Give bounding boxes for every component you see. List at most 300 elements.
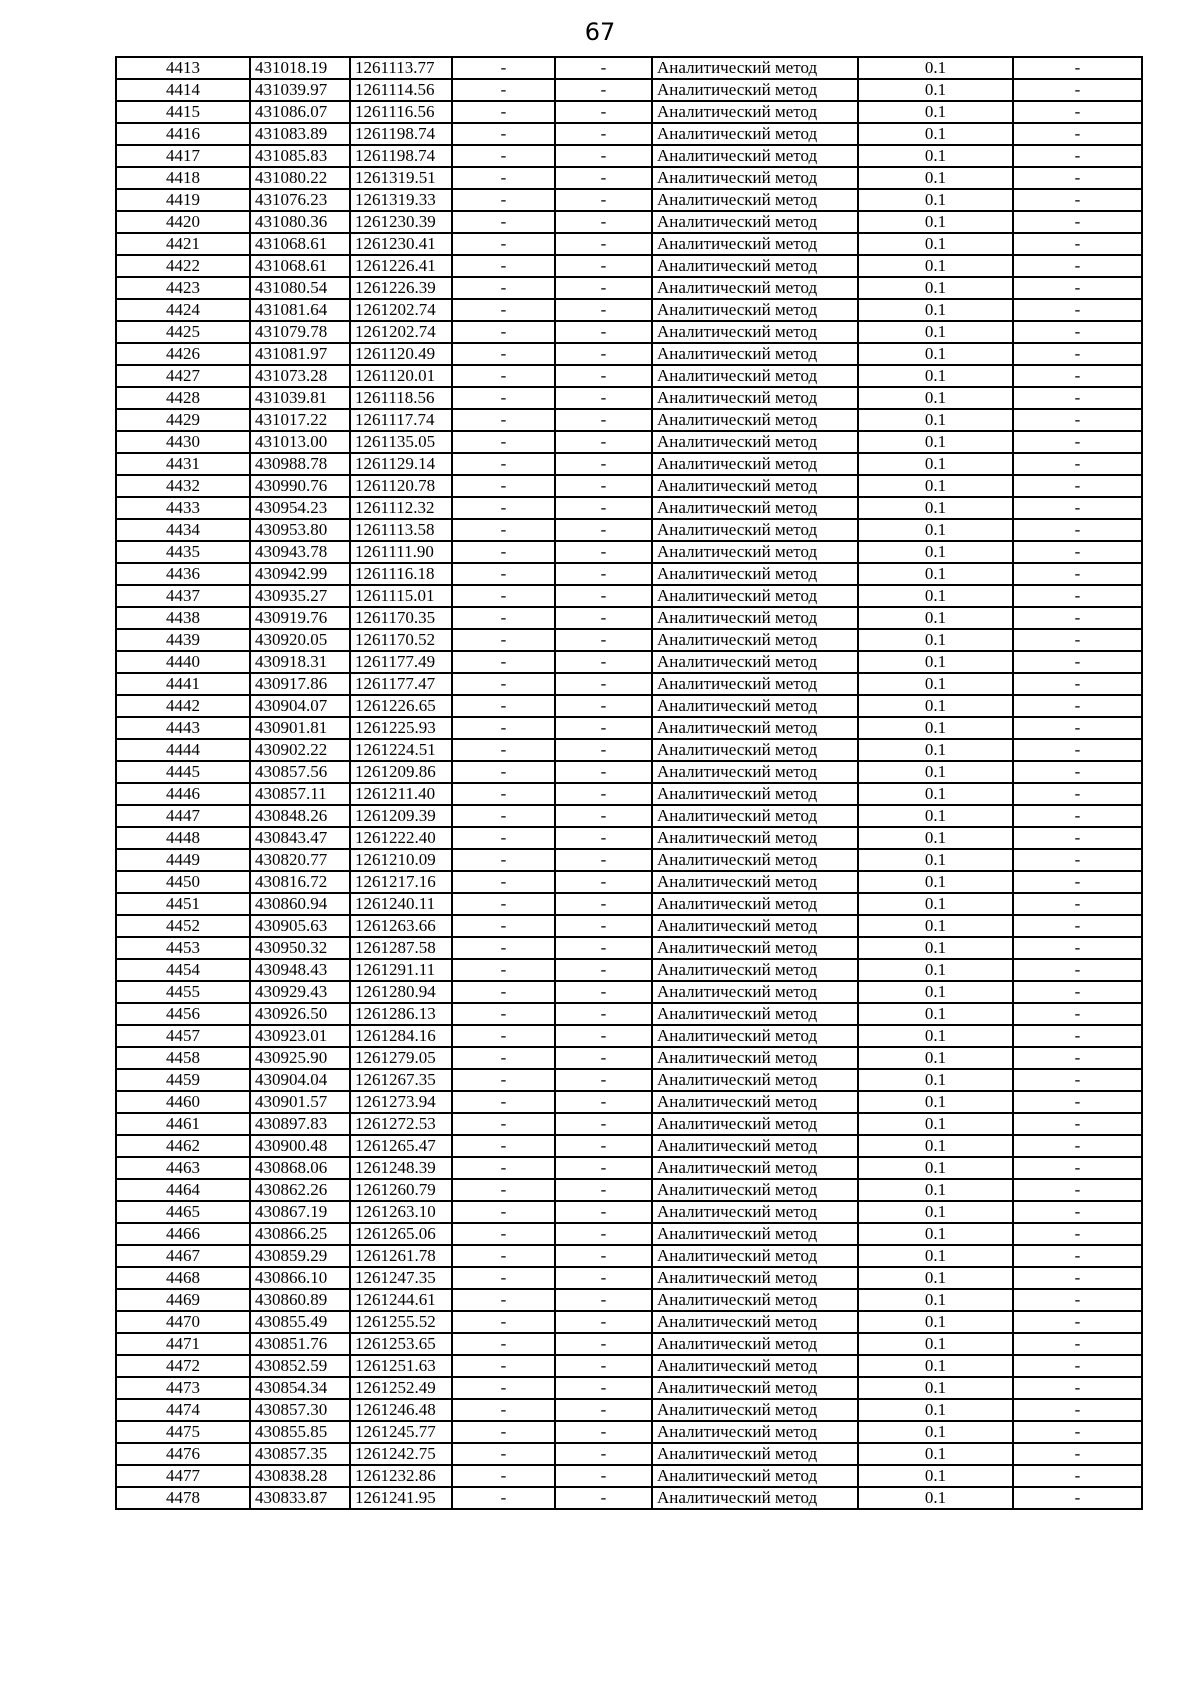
point-number-cell: 4419 xyxy=(116,189,250,211)
x-coordinate-cell: 430866.10 xyxy=(250,1267,350,1289)
x-coordinate-cell: 430852.59 xyxy=(250,1355,350,1377)
dash-cell: - xyxy=(1013,673,1142,695)
precision-cell: 0.1 xyxy=(858,739,1013,761)
point-number-cell: 4474 xyxy=(116,1399,250,1421)
precision-cell: 0.1 xyxy=(858,1245,1013,1267)
method-cell: Аналитический метод xyxy=(652,1091,858,1113)
method-cell: Аналитический метод xyxy=(652,1399,858,1421)
y-coordinate-cell: 1261117.74 xyxy=(350,409,452,431)
dash-cell: - xyxy=(1013,365,1142,387)
dash-cell: - xyxy=(1013,1377,1142,1399)
table-row xyxy=(116,431,1142,453)
x-coordinate-cell: 430902.22 xyxy=(250,739,350,761)
y-coordinate-cell: 1261251.63 xyxy=(350,1355,452,1377)
precision-cell: 0.1 xyxy=(858,563,1013,585)
x-coordinate-cell: 431080.36 xyxy=(250,211,350,233)
x-coordinate-cell: 430929.43 xyxy=(250,981,350,1003)
x-coordinate-cell: 431039.81 xyxy=(250,387,350,409)
dash-cell: - xyxy=(1013,101,1142,123)
dash-cell: - xyxy=(452,827,555,849)
table-row xyxy=(116,717,1142,739)
y-coordinate-cell: 1261202.74 xyxy=(350,321,452,343)
y-coordinate-cell: 1261210.09 xyxy=(350,849,452,871)
dash-cell: - xyxy=(555,1333,652,1355)
x-coordinate-cell: 430905.63 xyxy=(250,915,350,937)
x-coordinate-cell: 430953.80 xyxy=(250,519,350,541)
precision-cell: 0.1 xyxy=(858,409,1013,431)
dash-cell: - xyxy=(1013,211,1142,233)
point-number-cell: 4464 xyxy=(116,1179,250,1201)
dash-cell: - xyxy=(1013,1069,1142,1091)
x-coordinate-cell: 431083.89 xyxy=(250,123,350,145)
method-cell: Аналитический метод xyxy=(652,871,858,893)
dash-cell: - xyxy=(555,915,652,937)
dash-cell: - xyxy=(1013,497,1142,519)
y-coordinate-cell: 1261253.65 xyxy=(350,1333,452,1355)
method-cell: Аналитический метод xyxy=(652,893,858,915)
dash-cell: - xyxy=(452,1245,555,1267)
precision-cell: 0.1 xyxy=(858,1201,1013,1223)
dash-cell: - xyxy=(1013,277,1142,299)
dash-cell: - xyxy=(1013,255,1142,277)
point-number-cell: 4454 xyxy=(116,959,250,981)
precision-cell: 0.1 xyxy=(858,1355,1013,1377)
dash-cell: - xyxy=(555,211,652,233)
point-number-cell: 4425 xyxy=(116,321,250,343)
table-row xyxy=(116,255,1142,277)
table-row xyxy=(116,1179,1142,1201)
method-cell: Аналитический метод xyxy=(652,321,858,343)
table-row xyxy=(116,1443,1142,1465)
y-coordinate-cell: 1261242.75 xyxy=(350,1443,452,1465)
table-row xyxy=(116,1157,1142,1179)
table-row xyxy=(116,409,1142,431)
y-coordinate-cell: 1261247.35 xyxy=(350,1267,452,1289)
point-number-cell: 4472 xyxy=(116,1355,250,1377)
point-number-cell: 4436 xyxy=(116,563,250,585)
dash-cell: - xyxy=(452,717,555,739)
dash-cell: - xyxy=(555,1135,652,1157)
y-coordinate-cell: 1261241.95 xyxy=(350,1487,452,1509)
dash-cell: - xyxy=(452,563,555,585)
dash-cell: - xyxy=(452,959,555,981)
x-coordinate-cell: 430868.06 xyxy=(250,1157,350,1179)
dash-cell: - xyxy=(1013,871,1142,893)
dash-cell: - xyxy=(452,57,555,79)
dash-cell: - xyxy=(452,409,555,431)
dash-cell: - xyxy=(555,937,652,959)
method-cell: Аналитический метод xyxy=(652,1377,858,1399)
dash-cell: - xyxy=(1013,1047,1142,1069)
method-cell: Аналитический метод xyxy=(652,1245,858,1267)
precision-cell: 0.1 xyxy=(858,299,1013,321)
point-number-cell: 4439 xyxy=(116,629,250,651)
precision-cell: 0.1 xyxy=(858,695,1013,717)
y-coordinate-cell: 1261287.58 xyxy=(350,937,452,959)
dash-cell: - xyxy=(1013,79,1142,101)
dash-cell: - xyxy=(452,981,555,1003)
table-row xyxy=(116,211,1142,233)
dash-cell: - xyxy=(452,1069,555,1091)
dash-cell: - xyxy=(452,871,555,893)
dash-cell: - xyxy=(555,607,652,629)
dash-cell: - xyxy=(1013,1091,1142,1113)
dash-cell: - xyxy=(452,255,555,277)
dash-cell: - xyxy=(452,453,555,475)
dash-cell: - xyxy=(452,145,555,167)
x-coordinate-cell: 431068.61 xyxy=(250,255,350,277)
precision-cell: 0.1 xyxy=(858,959,1013,981)
dash-cell: - xyxy=(1013,321,1142,343)
point-number-cell: 4471 xyxy=(116,1333,250,1355)
table-row xyxy=(116,915,1142,937)
method-cell: Аналитический метод xyxy=(652,827,858,849)
dash-cell: - xyxy=(555,1355,652,1377)
point-number-cell: 4420 xyxy=(116,211,250,233)
y-coordinate-cell: 1261252.49 xyxy=(350,1377,452,1399)
dash-cell: - xyxy=(452,321,555,343)
dash-cell: - xyxy=(555,1465,652,1487)
method-cell: Аналитический метод xyxy=(652,387,858,409)
y-coordinate-cell: 1261286.13 xyxy=(350,1003,452,1025)
dash-cell: - xyxy=(452,849,555,871)
dash-cell: - xyxy=(555,299,652,321)
y-coordinate-cell: 1261265.06 xyxy=(350,1223,452,1245)
table-row xyxy=(116,101,1142,123)
table-row xyxy=(116,849,1142,871)
method-cell: Аналитический метод xyxy=(652,1289,858,1311)
point-number-cell: 4462 xyxy=(116,1135,250,1157)
y-coordinate-cell: 1261202.74 xyxy=(350,299,452,321)
dash-cell: - xyxy=(555,145,652,167)
dash-cell: - xyxy=(452,1223,555,1245)
dash-cell: - xyxy=(555,563,652,585)
dash-cell: - xyxy=(1013,475,1142,497)
dash-cell: - xyxy=(452,1157,555,1179)
table-row xyxy=(116,299,1142,321)
precision-cell: 0.1 xyxy=(858,189,1013,211)
y-coordinate-cell: 1261113.77 xyxy=(350,57,452,79)
dash-cell: - xyxy=(1013,585,1142,607)
x-coordinate-cell: 430925.90 xyxy=(250,1047,350,1069)
x-coordinate-cell: 430855.49 xyxy=(250,1311,350,1333)
precision-cell: 0.1 xyxy=(858,937,1013,959)
dash-cell: - xyxy=(555,1157,652,1179)
precision-cell: 0.1 xyxy=(858,1135,1013,1157)
method-cell: Аналитический метод xyxy=(652,739,858,761)
method-cell: Аналитический метод xyxy=(652,431,858,453)
precision-cell: 0.1 xyxy=(858,167,1013,189)
dash-cell: - xyxy=(452,1047,555,1069)
table-row xyxy=(116,607,1142,629)
x-coordinate-cell: 431081.64 xyxy=(250,299,350,321)
dash-cell: - xyxy=(452,893,555,915)
y-coordinate-cell: 1261230.39 xyxy=(350,211,452,233)
dash-cell: - xyxy=(1013,1355,1142,1377)
dash-cell: - xyxy=(452,1377,555,1399)
method-cell: Аналитический метод xyxy=(652,123,858,145)
dash-cell: - xyxy=(452,541,555,563)
x-coordinate-cell: 431076.23 xyxy=(250,189,350,211)
x-coordinate-cell: 430990.76 xyxy=(250,475,350,497)
dash-cell: - xyxy=(1013,453,1142,475)
method-cell: Аналитический метод xyxy=(652,1487,858,1509)
dash-cell: - xyxy=(555,519,652,541)
table-row xyxy=(116,233,1142,255)
dash-cell: - xyxy=(1013,1223,1142,1245)
x-coordinate-cell: 430897.83 xyxy=(250,1113,350,1135)
precision-cell: 0.1 xyxy=(858,57,1013,79)
precision-cell: 0.1 xyxy=(858,1465,1013,1487)
x-coordinate-cell: 430942.99 xyxy=(250,563,350,585)
method-cell: Аналитический метод xyxy=(652,1465,858,1487)
x-coordinate-cell: 431039.97 xyxy=(250,79,350,101)
precision-cell: 0.1 xyxy=(858,981,1013,1003)
dash-cell: - xyxy=(1013,651,1142,673)
point-number-cell: 4477 xyxy=(116,1465,250,1487)
x-coordinate-cell: 431080.22 xyxy=(250,167,350,189)
dash-cell: - xyxy=(555,497,652,519)
dash-cell: - xyxy=(452,343,555,365)
dash-cell: - xyxy=(555,453,652,475)
y-coordinate-cell: 1261255.52 xyxy=(350,1311,452,1333)
point-number-cell: 4417 xyxy=(116,145,250,167)
point-number-cell: 4430 xyxy=(116,431,250,453)
table-row xyxy=(116,783,1142,805)
dash-cell: - xyxy=(1013,167,1142,189)
x-coordinate-cell: 430988.78 xyxy=(250,453,350,475)
x-coordinate-cell: 430917.86 xyxy=(250,673,350,695)
table-row xyxy=(116,1201,1142,1223)
x-coordinate-cell: 430901.81 xyxy=(250,717,350,739)
dash-cell: - xyxy=(1013,849,1142,871)
dash-cell: - xyxy=(555,101,652,123)
dash-cell: - xyxy=(452,1333,555,1355)
method-cell: Аналитический метод xyxy=(652,541,858,563)
y-coordinate-cell: 1261265.47 xyxy=(350,1135,452,1157)
dash-cell: - xyxy=(1013,783,1142,805)
method-cell: Аналитический метод xyxy=(652,695,858,717)
table-row xyxy=(116,387,1142,409)
method-cell: Аналитический метод xyxy=(652,497,858,519)
precision-cell: 0.1 xyxy=(858,1289,1013,1311)
precision-cell: 0.1 xyxy=(858,761,1013,783)
dash-cell: - xyxy=(452,431,555,453)
y-coordinate-cell: 1261226.65 xyxy=(350,695,452,717)
precision-cell: 0.1 xyxy=(858,1377,1013,1399)
dash-cell: - xyxy=(1013,387,1142,409)
precision-cell: 0.1 xyxy=(858,805,1013,827)
x-coordinate-cell: 430862.26 xyxy=(250,1179,350,1201)
point-number-cell: 4478 xyxy=(116,1487,250,1509)
table-row xyxy=(116,651,1142,673)
dash-cell: - xyxy=(1013,1399,1142,1421)
method-cell: Аналитический метод xyxy=(652,981,858,1003)
dash-cell: - xyxy=(452,189,555,211)
y-coordinate-cell: 1261225.93 xyxy=(350,717,452,739)
dash-cell: - xyxy=(1013,629,1142,651)
precision-cell: 0.1 xyxy=(858,255,1013,277)
point-number-cell: 4427 xyxy=(116,365,250,387)
method-cell: Аналитический метод xyxy=(652,1113,858,1135)
dash-cell: - xyxy=(452,211,555,233)
dash-cell: - xyxy=(1013,145,1142,167)
dash-cell: - xyxy=(452,519,555,541)
x-coordinate-cell: 430855.85 xyxy=(250,1421,350,1443)
precision-cell: 0.1 xyxy=(858,343,1013,365)
dash-cell: - xyxy=(452,1135,555,1157)
dash-cell: - xyxy=(555,651,652,673)
dash-cell: - xyxy=(555,761,652,783)
x-coordinate-cell: 430857.11 xyxy=(250,783,350,805)
x-coordinate-cell: 431017.22 xyxy=(250,409,350,431)
y-coordinate-cell: 1261267.35 xyxy=(350,1069,452,1091)
point-number-cell: 4469 xyxy=(116,1289,250,1311)
y-coordinate-cell: 1261120.78 xyxy=(350,475,452,497)
point-number-cell: 4460 xyxy=(116,1091,250,1113)
y-coordinate-cell: 1261244.61 xyxy=(350,1289,452,1311)
point-number-cell: 4458 xyxy=(116,1047,250,1069)
dash-cell: - xyxy=(555,189,652,211)
x-coordinate-cell: 431081.97 xyxy=(250,343,350,365)
y-coordinate-cell: 1261226.41 xyxy=(350,255,452,277)
table-row xyxy=(116,1223,1142,1245)
dash-cell: - xyxy=(1013,1201,1142,1223)
table-row xyxy=(116,937,1142,959)
dash-cell: - xyxy=(555,717,652,739)
precision-cell: 0.1 xyxy=(858,1311,1013,1333)
dash-cell: - xyxy=(555,739,652,761)
table-row xyxy=(116,453,1142,475)
precision-cell: 0.1 xyxy=(858,519,1013,541)
table-row xyxy=(116,189,1142,211)
dash-cell: - xyxy=(452,1113,555,1135)
method-cell: Аналитический метод xyxy=(652,1421,858,1443)
method-cell: Аналитический метод xyxy=(652,783,858,805)
point-number-cell: 4440 xyxy=(116,651,250,673)
dash-cell: - xyxy=(555,1267,652,1289)
dash-cell: - xyxy=(452,585,555,607)
point-number-cell: 4449 xyxy=(116,849,250,871)
point-number-cell: 4473 xyxy=(116,1377,250,1399)
dash-cell: - xyxy=(452,761,555,783)
point-number-cell: 4446 xyxy=(116,783,250,805)
precision-cell: 0.1 xyxy=(858,1399,1013,1421)
y-coordinate-cell: 1261217.16 xyxy=(350,871,452,893)
x-coordinate-cell: 430857.56 xyxy=(250,761,350,783)
dash-cell: - xyxy=(1013,1003,1142,1025)
method-cell: Аналитический метод xyxy=(652,1355,858,1377)
table-row xyxy=(116,805,1142,827)
dash-cell: - xyxy=(1013,1333,1142,1355)
x-coordinate-cell: 430904.07 xyxy=(250,695,350,717)
precision-cell: 0.1 xyxy=(858,849,1013,871)
dash-cell: - xyxy=(452,1267,555,1289)
table-row xyxy=(116,79,1142,101)
point-number-cell: 4437 xyxy=(116,585,250,607)
dash-cell: - xyxy=(555,1025,652,1047)
dash-cell: - xyxy=(452,1311,555,1333)
y-coordinate-cell: 1261111.90 xyxy=(350,541,452,563)
dash-cell: - xyxy=(452,497,555,519)
dash-cell: - xyxy=(555,871,652,893)
dash-cell: - xyxy=(1013,959,1142,981)
dash-cell: - xyxy=(452,915,555,937)
point-number-cell: 4429 xyxy=(116,409,250,431)
dash-cell: - xyxy=(452,387,555,409)
table-row xyxy=(116,1025,1142,1047)
point-number-cell: 4414 xyxy=(116,79,250,101)
point-number-cell: 4468 xyxy=(116,1267,250,1289)
table-row xyxy=(116,695,1142,717)
dash-cell: - xyxy=(555,585,652,607)
dash-cell: - xyxy=(555,57,652,79)
dash-cell: - xyxy=(555,893,652,915)
point-number-cell: 4457 xyxy=(116,1025,250,1047)
dash-cell: - xyxy=(452,1487,555,1509)
dash-cell: - xyxy=(555,1443,652,1465)
dash-cell: - xyxy=(1013,57,1142,79)
point-number-cell: 4441 xyxy=(116,673,250,695)
x-coordinate-cell: 430857.35 xyxy=(250,1443,350,1465)
method-cell: Аналитический метод xyxy=(652,211,858,233)
precision-cell: 0.1 xyxy=(858,365,1013,387)
dash-cell: - xyxy=(452,1421,555,1443)
dash-cell: - xyxy=(555,1421,652,1443)
x-coordinate-cell: 430950.32 xyxy=(250,937,350,959)
x-coordinate-cell: 430848.26 xyxy=(250,805,350,827)
dash-cell: - xyxy=(555,1377,652,1399)
dash-cell: - xyxy=(1013,1487,1142,1509)
precision-cell: 0.1 xyxy=(858,871,1013,893)
table-row xyxy=(116,1487,1142,1509)
method-cell: Аналитический метод xyxy=(652,519,858,541)
dash-cell: - xyxy=(452,1289,555,1311)
x-coordinate-cell: 430926.50 xyxy=(250,1003,350,1025)
table-row xyxy=(116,1355,1142,1377)
point-number-cell: 4452 xyxy=(116,915,250,937)
method-cell: Аналитический метод xyxy=(652,1333,858,1355)
y-coordinate-cell: 1261113.58 xyxy=(350,519,452,541)
x-coordinate-cell: 431080.54 xyxy=(250,277,350,299)
precision-cell: 0.1 xyxy=(858,1091,1013,1113)
y-coordinate-cell: 1261114.56 xyxy=(350,79,452,101)
x-coordinate-cell: 430904.04 xyxy=(250,1069,350,1091)
method-cell: Аналитический метод xyxy=(652,1179,858,1201)
precision-cell: 0.1 xyxy=(858,453,1013,475)
dash-cell: - xyxy=(555,1223,652,1245)
dash-cell: - xyxy=(452,1355,555,1377)
y-coordinate-cell: 1261245.77 xyxy=(350,1421,452,1443)
dash-cell: - xyxy=(555,321,652,343)
method-cell: Аналитический метод xyxy=(652,1201,858,1223)
dash-cell: - xyxy=(452,1465,555,1487)
dash-cell: - xyxy=(555,805,652,827)
y-coordinate-cell: 1261115.01 xyxy=(350,585,452,607)
x-coordinate-cell: 431073.28 xyxy=(250,365,350,387)
dash-cell: - xyxy=(1013,827,1142,849)
dash-cell: - xyxy=(452,1025,555,1047)
y-coordinate-cell: 1261279.05 xyxy=(350,1047,452,1069)
point-number-cell: 4434 xyxy=(116,519,250,541)
method-cell: Аналитический метод xyxy=(652,255,858,277)
precision-cell: 0.1 xyxy=(858,1069,1013,1091)
dash-cell: - xyxy=(1013,893,1142,915)
method-cell: Аналитический метод xyxy=(652,365,858,387)
method-cell: Аналитический метод xyxy=(652,673,858,695)
x-coordinate-cell: 430838.28 xyxy=(250,1465,350,1487)
method-cell: Аналитический метод xyxy=(652,915,858,937)
